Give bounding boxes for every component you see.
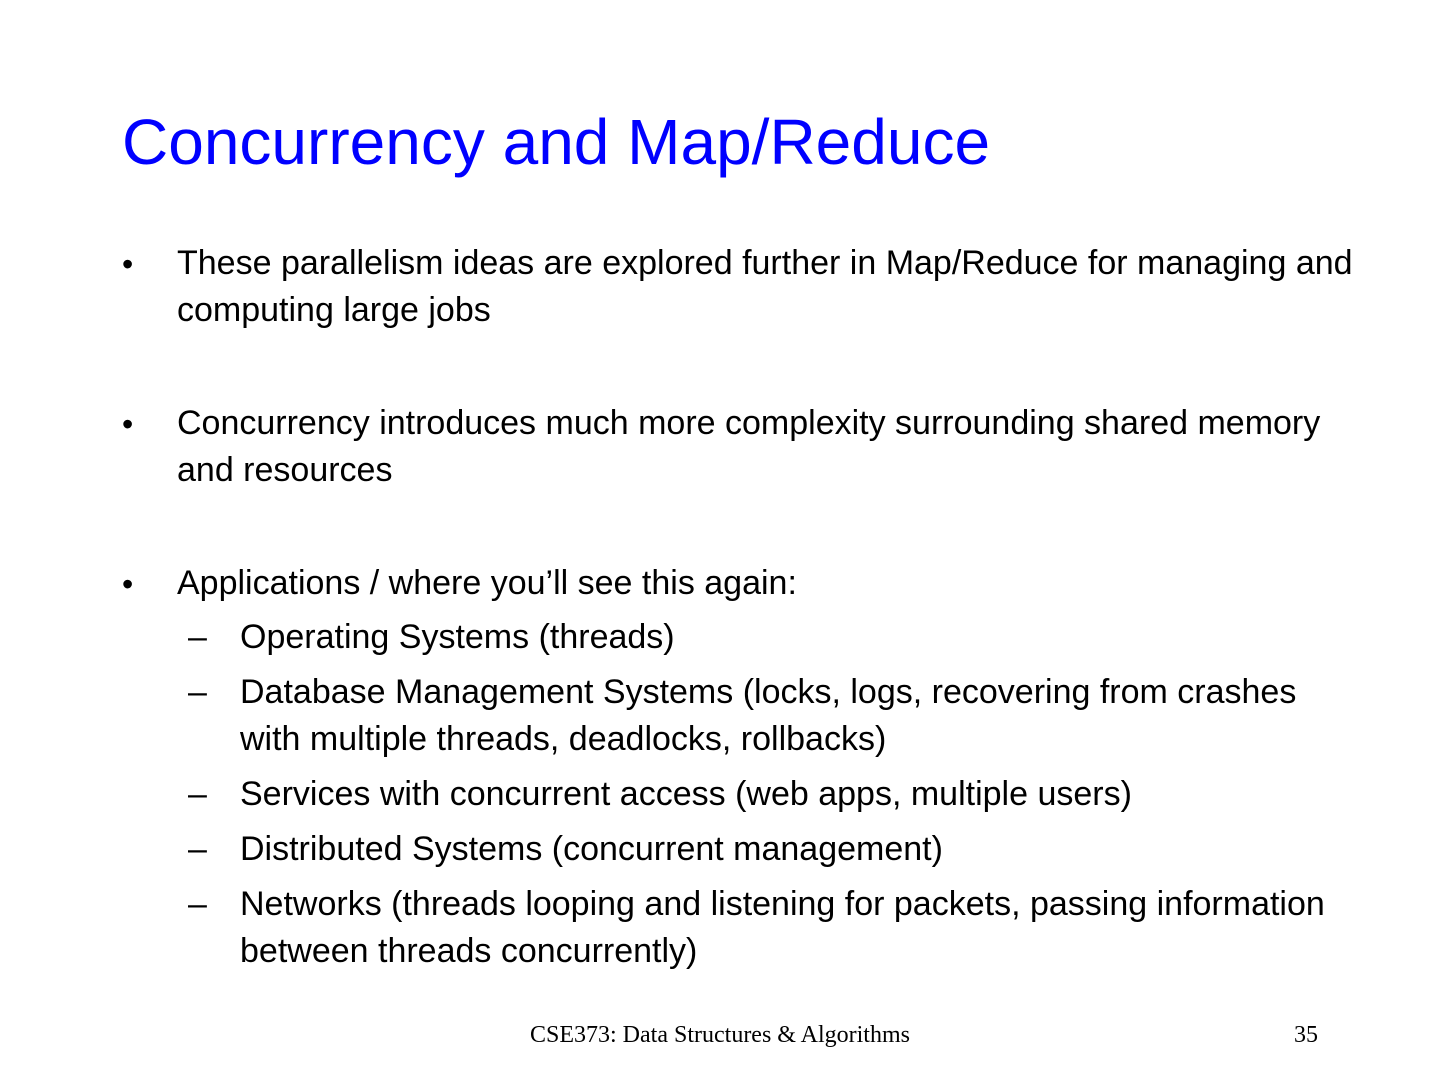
sub-bullet-item bbox=[0, 826, 1440, 873]
sub-bullet-item bbox=[0, 669, 1440, 763]
slide-title: Concurrency and Map/Reduce bbox=[122, 106, 991, 178]
sub-bullet-item bbox=[0, 614, 1440, 661]
bullet-marker: • bbox=[122, 566, 134, 602]
bullet-text: Applications / where you’ll see this again: bbox=[177, 564, 797, 602]
sub-bullet-marker: – bbox=[188, 885, 207, 923]
sub-bullet-text: Distributed Systems (concurrent management) bbox=[240, 830, 943, 868]
bullet-row bbox=[0, 400, 1440, 494]
sub-bullet-text: Services with concurrent access (web apps, multiple users) bbox=[240, 775, 1132, 813]
bullet-text: Concurrency introduces much more complexity surrounding shared memory and resources bbox=[177, 404, 1321, 489]
bullet-item bbox=[0, 560, 1440, 975]
sub-bullet-text: Networks (threads looping and listening for packets, passing information between threads concurrently) bbox=[240, 885, 1325, 970]
bullet-item bbox=[0, 240, 1440, 334]
sub-bullet-item bbox=[0, 771, 1440, 818]
sub-bullet-text: Database Management Systems (locks, logs, recovering from crashes with multiple threads, deadlocks, rollbacks) bbox=[240, 673, 1297, 758]
sub-bullet-marker: – bbox=[188, 618, 207, 656]
bullet-marker: • bbox=[122, 246, 134, 282]
sub-bullet-marker: – bbox=[188, 775, 207, 813]
bullet-row bbox=[0, 560, 1440, 607]
bullet-marker: • bbox=[122, 406, 134, 442]
bullet-text: These parallelism ideas are explored further in Map/Reduce for managing and computing large jobs bbox=[177, 244, 1353, 329]
bullet-row bbox=[0, 240, 1440, 334]
sub-bullet-marker: – bbox=[188, 830, 207, 868]
bullet-list bbox=[0, 240, 1440, 983]
slide-page-number: 35 bbox=[1294, 1022, 1318, 1048]
sub-bullet-list bbox=[0, 614, 1440, 975]
sub-bullet-marker: – bbox=[188, 673, 207, 711]
bullet-item bbox=[0, 400, 1440, 494]
sub-bullet-item bbox=[0, 881, 1440, 975]
sub-bullet-text: Operating Systems (threads) bbox=[240, 618, 675, 656]
footer-course-title: CSE373: Data Structures & Algorithms bbox=[530, 1022, 910, 1048]
